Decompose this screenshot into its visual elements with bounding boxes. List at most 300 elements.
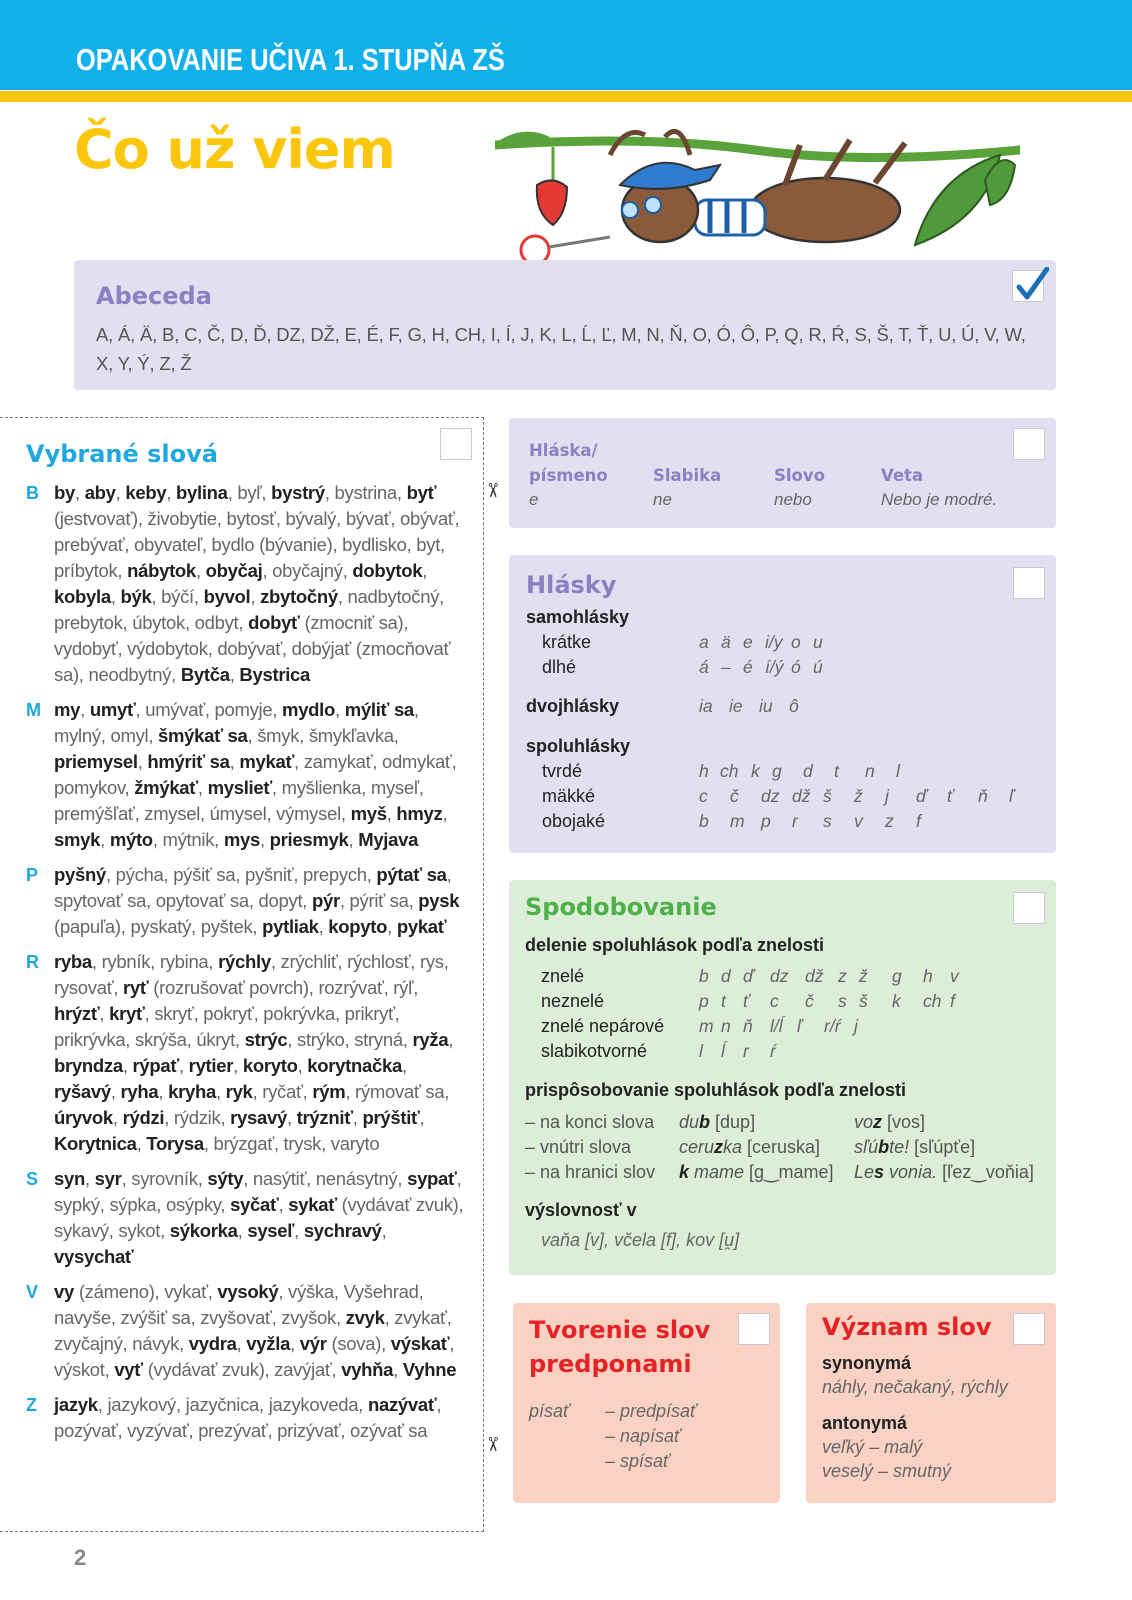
- letter-cell: é: [743, 657, 753, 677]
- vybrane-slovo: bylina: [176, 482, 228, 503]
- pribuzne-slova: ,: [166, 482, 177, 503]
- letter-cell: ž: [859, 966, 868, 986]
- page-title: Čo už viem: [74, 118, 395, 181]
- pribuzne-slova: (zámeno), vykať,: [73, 1281, 218, 1302]
- synonyma-examples: náhly, nečakaný, rýchly: [822, 1377, 1008, 1397]
- letter-cell: dz: [761, 786, 780, 806]
- letter-cell: ó: [791, 657, 801, 677]
- vybrane-slovo: ryk: [225, 1081, 253, 1102]
- example-slovo: nebo: [774, 490, 812, 509]
- tvrde-row: [699, 761, 927, 782]
- pribuzne-slova: ,: [229, 751, 240, 772]
- pribuzne-slova: ,: [348, 829, 359, 850]
- letter-cell: k: [751, 761, 760, 781]
- prisposobovanie-label: – na hranici slov: [525, 1162, 656, 1182]
- pribuzne-slova: , pozývať, vyzývať, prezývať, prizývať, ozývať sa: [54, 1394, 442, 1441]
- neznele-label: neznelé: [541, 991, 605, 1011]
- letter-cell: ch: [923, 991, 942, 1011]
- vybrane-slovo: vyžla: [246, 1333, 291, 1354]
- pribuzne-slova: (vydávať zvuk), sykavý, sykot,: [54, 1194, 464, 1241]
- vybrane-slovo: mys: [223, 829, 260, 850]
- vybrane-slovo: pýtať sa: [376, 864, 447, 885]
- vyslovnost-title: výslovnosť v: [525, 1200, 637, 1220]
- pribuzne-slova: ,: [318, 916, 329, 937]
- pribuzne-slova: , skryť, pokryť, pokrývka, prikryť, prikrývka, skrýša, úkryt,: [54, 1003, 400, 1050]
- vybrane-slovo: nazývať: [367, 1394, 437, 1415]
- vybrane-slovo: vydra: [188, 1333, 237, 1354]
- vybrane-slovo: kopyto: [328, 916, 388, 937]
- letter-cell: j: [885, 786, 889, 806]
- letter-cell: ĺ: [721, 1041, 725, 1061]
- pribuzne-slova: ,: [278, 1194, 289, 1215]
- entry-letter: Z: [26, 1395, 37, 1415]
- pribuzne-slova: ,: [335, 699, 345, 720]
- vybrane-slovo: výr: [299, 1333, 327, 1354]
- prisposobovanie-title: prispôsobovanie spoluhlások podľa znelosti: [525, 1080, 906, 1100]
- letter-cell: k: [892, 991, 901, 1011]
- vybrane-slova-entry: [26, 1279, 466, 1383]
- vybrane-slovo: býk: [120, 586, 152, 607]
- vybrane-slovo: Bytča: [180, 664, 230, 685]
- vybrane-slovo: umyť: [89, 699, 136, 720]
- spodobovanie-title: Spodobovanie: [525, 893, 717, 921]
- abeceda-checkbox[interactable]: [1012, 270, 1044, 302]
- vybrane-slovo: ryža: [412, 1029, 449, 1050]
- letter-cell: ô: [789, 696, 799, 716]
- pribuzne-slova: ,: [250, 586, 261, 607]
- pribuzne-slova: ,: [136, 1133, 147, 1154]
- pribuzne-slova: ,: [110, 1081, 121, 1102]
- letter-cell: ď: [743, 966, 754, 986]
- ant-cap: [620, 163, 720, 189]
- scissors-icon: ✂: [480, 482, 503, 499]
- pribuzne-slova: ,: [381, 1220, 387, 1241]
- vybrane-slovo: prýštiť: [362, 1107, 420, 1128]
- vybrane-slovo: vyhňa: [341, 1359, 394, 1380]
- derived-word: – spísať: [605, 1451, 670, 1471]
- alphabet-letters: A, Á, Ä, B, C, Č, D, Ď, DZ, DŽ, E, É, F, G, H, CH, I, Í, J, K, L, Ĺ, Ľ, M, N, Ň, O, Ó, Ô, P, Q, R, Ŕ, S, Š, T, Ť, U, Ú, V, W, X, Y, Ý, Z, Ž: [96, 324, 1026, 374]
- entry-letter: B: [26, 483, 39, 503]
- entry-letter: V: [26, 1282, 38, 1302]
- prisposobovanie-example: dub [dup]: [679, 1112, 756, 1132]
- letter-cell: ľ: [1009, 786, 1014, 806]
- pribuzne-slova: , syrovník,: [121, 1168, 208, 1189]
- spodobovanie-section: [509, 880, 1056, 1275]
- letter-cell: š: [859, 991, 868, 1011]
- section-title: OPAKOVANIE UČIVA 1. STUPŇA ZŠ: [76, 42, 505, 77]
- entry-letter: M: [26, 700, 41, 720]
- letter-cell: u: [813, 632, 823, 652]
- letter-cell: n: [721, 1016, 731, 1036]
- vybrane-slovo: sykať: [288, 1194, 337, 1215]
- vybrane-slovo: ryť: [123, 977, 149, 998]
- ant-abdomen: [750, 178, 900, 242]
- entry-letter: R: [26, 952, 39, 972]
- vybrane-slovo: pyšný: [54, 864, 106, 885]
- vybrane-slovo: kryha: [168, 1081, 216, 1102]
- vybrane-slovo: zbytočný: [260, 586, 338, 607]
- letter-cell: t: [721, 991, 726, 1011]
- abeceda-title: Abeceda: [96, 282, 212, 310]
- vybrane-slovo: obyčaj: [205, 560, 263, 581]
- example-slabika: ne: [653, 490, 672, 509]
- pribuzne-slova: ,: [195, 560, 206, 581]
- spodobovanie-checkbox[interactable]: [1013, 892, 1045, 924]
- vybrane-slova-entry: [26, 1166, 466, 1270]
- dlhe-label: dlhé: [542, 657, 577, 677]
- pribuzne-slova: ,: [401, 1055, 407, 1076]
- pribuzne-slova: ,: [137, 751, 148, 772]
- vybrane-slovo: Torysa: [146, 1133, 204, 1154]
- vyznam-checkbox[interactable]: [1013, 1313, 1045, 1345]
- pribuzne-slova: , zamykať, odmykať, pomykov,: [54, 751, 457, 798]
- vybrane-slovo: myslieť: [207, 777, 272, 798]
- jazykove-jednotky-section: [509, 418, 1056, 528]
- slabikotvorne-label: slabikotvorné: [541, 1041, 648, 1061]
- letter-cell: e: [743, 632, 753, 652]
- ant-illustration: [495, 125, 1020, 265]
- znele-label: znelé: [541, 966, 585, 986]
- pribuzne-slova: ,: [297, 1055, 308, 1076]
- abeceda-section: [74, 260, 1056, 390]
- pribuzne-slova: (jestvovať), živobytie, bytosť, bývalý, bývať, obývať, prebývať, obyvateľ, bydlo (bývanie), bydlisko, byt, príbytok,: [54, 508, 460, 581]
- pribuzne-slova: ,: [115, 482, 126, 503]
- antonyma-example: veľký – malý: [822, 1437, 923, 1457]
- vybrane-slova-entry: [26, 949, 466, 1157]
- letter-cell: í/ý: [765, 657, 784, 677]
- vybrane-slovo: ryha: [120, 1081, 159, 1102]
- letter-cell: r: [792, 811, 798, 831]
- hlasky-title: Hlásky: [526, 571, 617, 599]
- letter-cell: d: [803, 761, 813, 781]
- pribuzne-slova: , pýriť sa,: [339, 890, 419, 911]
- znele-row: [699, 966, 975, 987]
- pribuzne-slova: , spytovať sa, opytovať sa, dopyt,: [54, 864, 452, 911]
- vybrane-slovo: šmýkať sa: [158, 725, 248, 746]
- prisposobovanie-label: – vnútri slova: [525, 1137, 632, 1157]
- vybrane-slovo: mydlo: [282, 699, 336, 720]
- prisposobovanie-example: k mame [g‿mame]: [679, 1162, 834, 1182]
- letter-cell: p: [761, 811, 771, 831]
- pribuzne-slova: ,: [386, 803, 397, 824]
- tvrde-label: tvrdé: [542, 761, 583, 781]
- letter-cell: š: [823, 786, 832, 806]
- letter-cell: ť: [743, 991, 750, 1011]
- pribuzne-slova: ,: [84, 1168, 95, 1189]
- pribuzne-slova: , brýzgať, trysk, varyto: [203, 1133, 380, 1154]
- letter-cell: d: [721, 966, 731, 986]
- letter-cell: r: [743, 1041, 749, 1061]
- vybrane-slovo: vy: [54, 1281, 74, 1302]
- letter-cell: l: [699, 1041, 703, 1061]
- letter-cell: i/y: [765, 632, 783, 652]
- vybrane-slova-entry: [26, 862, 466, 940]
- vybrane-slova-checkbox[interactable]: [440, 428, 472, 460]
- pribuzne-slova: ,: [294, 1220, 304, 1241]
- letter-cell: ä: [721, 632, 731, 652]
- vybrane-slovo: mykať: [239, 751, 295, 772]
- pribuzne-slova: (zmocniť sa), vydobyť, výdobytok, dobývať, dobýjať (zmocňovať sa), neodbytný,: [54, 612, 451, 685]
- letter-cell: h: [699, 761, 709, 781]
- makke-row: [699, 786, 1040, 807]
- vybrane-slovo: rýdzi: [122, 1107, 165, 1128]
- vybrane-slovo: pýr: [311, 890, 340, 911]
- pribuzne-slova: , jazykový, jazyčnica, jazykoveda,: [97, 1394, 368, 1415]
- vybrane-slova-entry: [26, 1392, 466, 1444]
- header-accent-stripe: [0, 91, 1132, 102]
- derived-word: – predpísať: [605, 1401, 697, 1421]
- vybrane-slovo: syn: [54, 1168, 85, 1189]
- letter-cell: p: [699, 991, 709, 1011]
- vybrane-slovo: nábytok: [127, 560, 196, 581]
- letter-cell: c: [699, 786, 708, 806]
- pribuzne-slova: , pýcha, pýšiť sa, pyšniť, prepych,: [105, 864, 377, 885]
- vybrane-slovo: vysychať: [54, 1246, 134, 1267]
- letter-cell: m: [730, 811, 745, 831]
- letter-cell: s: [838, 991, 847, 1011]
- column-header-slovo: Slovo: [774, 466, 825, 485]
- pribuzne-slova: , obyčajný,: [262, 560, 353, 581]
- pribuzne-slova: (vydávať zvuk), zavýjať,: [142, 1359, 342, 1380]
- pribuzne-slova: ,: [259, 829, 270, 850]
- pribuzne-slova: , rybník, rybina,: [91, 951, 219, 972]
- pribuzne-slova: ,: [387, 916, 397, 937]
- antonyma-example: veselý – smutný: [822, 1461, 952, 1481]
- pribuzne-slova: ,: [290, 1333, 300, 1354]
- letter-cell: iu: [759, 696, 773, 716]
- letter-cell: z: [838, 966, 847, 986]
- synonyma-label: synonymá: [822, 1353, 912, 1373]
- letter-cell: ŕ: [770, 1041, 776, 1061]
- vybrane-slovo: pysk: [418, 890, 460, 911]
- neparove-label: znelé nepárové: [541, 1016, 665, 1036]
- branch: [495, 141, 1020, 158]
- vybrane-slovo: aby: [84, 482, 116, 503]
- vybrane-slovo: hmyz: [396, 803, 443, 824]
- letter-cell: ň: [743, 1016, 753, 1036]
- vybrane-slovo: sypať: [407, 1168, 457, 1189]
- prisposobovanie-example: voz [vos]: [854, 1112, 926, 1132]
- entry-letter: P: [26, 865, 38, 885]
- hlasky-checkbox[interactable]: [1013, 567, 1045, 599]
- neznele-row: [699, 991, 975, 1012]
- vybrane-slovo: sychravý: [303, 1220, 382, 1241]
- vybrane-slovo: my: [54, 699, 81, 720]
- vybrane-slovo: kobyla: [54, 586, 111, 607]
- vybrane-slovo: úryvok: [54, 1107, 113, 1128]
- letter-cell: dz: [770, 966, 789, 986]
- pribuzne-slova: ,: [286, 1107, 297, 1128]
- letter-cell: z: [885, 811, 894, 831]
- vybrane-slovo: byť: [406, 482, 437, 503]
- letter-cell: v: [854, 811, 863, 831]
- letter-cell: ch: [720, 761, 739, 781]
- column-header-slabika: Slabika: [653, 466, 722, 485]
- pribuzne-slova: ,: [229, 664, 240, 685]
- letter-cell: m: [699, 1016, 714, 1036]
- dlhe-row: [699, 657, 835, 678]
- vybrane-slovo: syseľ: [247, 1220, 295, 1241]
- pribuzne-slova: ,: [99, 1003, 110, 1024]
- prisposobovanie-example: ceruzka [ceruska]: [679, 1137, 821, 1157]
- vybrane-slovo: korytnačka: [307, 1055, 402, 1076]
- letter-cell: –: [721, 657, 731, 677]
- base-word: písať: [529, 1401, 570, 1421]
- derived-word: – napísať: [605, 1426, 681, 1446]
- letter-cell: j: [854, 1016, 858, 1036]
- tvorenie-checkbox[interactable]: [738, 1313, 770, 1345]
- pribuzne-slova: ,: [178, 1055, 189, 1076]
- vybrane-slovo: dobytok: [352, 560, 423, 581]
- vybrane-slovo: koryto: [242, 1055, 298, 1076]
- vybrane-slova-title: Vybrané slová: [26, 440, 218, 468]
- pribuzne-slova: ,: [393, 1359, 403, 1380]
- antonyma-label: antonymá: [822, 1413, 908, 1433]
- vybrane-slovo: keby: [125, 482, 167, 503]
- pribuzne-slova: , bystrina,: [324, 482, 407, 503]
- pribuzne-slova: , nasýtiť, nenásytný,: [243, 1168, 408, 1189]
- pribuzne-slova: (sova),: [326, 1333, 391, 1354]
- vybrane-slovo: vysoký: [217, 1281, 279, 1302]
- vybrane-slovo: rýchly: [218, 951, 271, 972]
- vybrane-slovo: mýliť sa: [344, 699, 414, 720]
- leaf-right: [915, 155, 1000, 245]
- letter-cell: g: [772, 761, 782, 781]
- vybrane-slovo: smyk: [54, 829, 101, 850]
- pribuzne-slova: , zvykať, zvyčajný, návyk,: [54, 1307, 452, 1354]
- delenie-title: delenie spoluhlások podľa znelosti: [525, 935, 824, 955]
- tvorenie-title: Tvorenie slov predponami: [529, 1316, 711, 1378]
- vybrane-slovo: zvyk: [345, 1307, 385, 1328]
- letter-cell: ď: [916, 786, 927, 806]
- vybrane-slovo: priesmyk: [269, 829, 349, 850]
- example-veta: Nebo je modré.: [881, 490, 998, 509]
- vybrane-slovo: sýkorka: [169, 1220, 238, 1241]
- vybrane-slovo: žmýkať: [134, 777, 198, 798]
- dvojhlasky-row: [699, 696, 819, 717]
- pribuzne-slova: , mýtnik,: [152, 829, 224, 850]
- letter-cell: ť: [947, 786, 954, 806]
- vybrane-slovo: Korytnica: [54, 1133, 137, 1154]
- vybrane-slovo: jazyk: [54, 1394, 98, 1415]
- vybrane-slovo: ryšavý: [54, 1081, 111, 1102]
- vybrane-slovo: Vyhne: [402, 1359, 457, 1380]
- dvojhlasky-label: dvojhlásky: [526, 696, 620, 716]
- vybrane-slovo: Bystrica: [239, 664, 311, 685]
- pribuzne-slova: ,: [110, 586, 121, 607]
- pribuzne-slova: , výška, Vyšehrad, navyše, zvýšiť sa, zvyšovať, zvyšok,: [54, 1281, 424, 1328]
- letter-cell: ia: [699, 696, 713, 716]
- tvorenie-slov-section: [513, 1303, 780, 1503]
- pribuzne-slova: , výskot,: [54, 1333, 455, 1380]
- column-header-hlaska: Hláska/ písmeno: [529, 441, 608, 485]
- vybrane-slovo: hrýzť: [54, 1003, 100, 1024]
- vybrane-slovo: ryba: [54, 951, 92, 972]
- jednotky-checkbox[interactable]: [1013, 428, 1045, 460]
- pribuzne-slova: , rýdzik,: [164, 1107, 231, 1128]
- vybrane-slovo: vyť: [114, 1359, 143, 1380]
- vybrane-slova-entry: [26, 480, 466, 688]
- kratke-row: [699, 632, 835, 653]
- pribuzne-slova: (papuľa), pyskatý, pyštek,: [54, 916, 263, 937]
- letter-cell: a: [699, 632, 709, 652]
- vybrane-slovo: pykať: [396, 916, 447, 937]
- column-header-veta: Veta: [881, 466, 924, 485]
- vyznam-title: Význam slov: [822, 1313, 992, 1341]
- pribuzne-slova: , nadbytočný, prebytok, úbytok, odbyt,: [54, 586, 445, 633]
- letter-cell: v: [950, 966, 959, 986]
- letter-cell: l/ĺ: [770, 1016, 783, 1036]
- obojake-row: [699, 811, 947, 832]
- pribuzne-slova: ,: [442, 803, 448, 824]
- pribuzne-slova: , sypký, sýpka, osýpky,: [54, 1168, 462, 1215]
- vybrane-slovo: rysavý: [230, 1107, 287, 1128]
- pribuzne-slova: ,: [100, 829, 110, 850]
- vybrane-slovo: pytliak: [262, 916, 319, 937]
- pribuzne-slova: , mylný, omyl,: [54, 699, 419, 746]
- section-header-bar: [0, 0, 1132, 90]
- vybrane-slova-list: [26, 480, 466, 1453]
- letter-cell: f: [950, 991, 955, 1011]
- pribuzne-slova: ,: [233, 1055, 243, 1076]
- letter-cell: dž: [792, 786, 811, 806]
- vybrane-slovo: kryť: [109, 1003, 145, 1024]
- pribuzne-slova: ,: [197, 777, 208, 798]
- vybrane-slovo: Myjava: [358, 829, 419, 850]
- letter-cell: s: [823, 811, 832, 831]
- letter-cell: á: [699, 657, 709, 677]
- vybrane-slovo: výskať: [390, 1333, 450, 1354]
- pribuzne-slova: , strýko, stryná,: [287, 1029, 413, 1050]
- pribuzne-slova: , myšlienka, myseľ, premýšľať, zmysel, úmysel, výmysel,: [54, 777, 424, 824]
- vyznam-slov-section: [806, 1303, 1056, 1503]
- vybrane-slovo: myš: [350, 803, 387, 824]
- pribuzne-slova: , šmyk, šmykľavka,: [247, 725, 399, 746]
- vybrane-slova-entry: [26, 697, 466, 853]
- pribuzne-slova: , byľ,: [227, 482, 272, 503]
- pribuzne-slova: ,: [448, 1029, 454, 1050]
- pribuzne-slova: ,: [236, 1333, 247, 1354]
- vybrane-slovo: by: [54, 482, 75, 503]
- page-number: 2: [74, 1545, 87, 1570]
- pribuzne-slova: ,: [158, 1081, 169, 1102]
- letter-cell: ľ: [797, 1016, 802, 1036]
- pribuzne-slova: , zrýchliť, rýchlosť, rys, rysovať,: [54, 951, 449, 998]
- spoluhlasky-label: spoluhlásky: [526, 736, 631, 756]
- letter-cell: ň: [978, 786, 988, 806]
- vybrane-slovo: byvol: [203, 586, 251, 607]
- scissors-icon: ✂: [480, 1436, 503, 1453]
- pribuzne-slova: , ryčať,: [252, 1081, 313, 1102]
- vybrane-slovo: trýzniť: [296, 1107, 353, 1128]
- vybrane-slovo: priemysel: [54, 751, 138, 772]
- pribuzne-slova: ,: [80, 699, 90, 720]
- letter-cell: č: [730, 786, 739, 806]
- pribuzne-slova: ,: [122, 1055, 133, 1076]
- letter-cell: ž: [854, 786, 863, 806]
- pribuzne-slova: ,: [237, 1220, 248, 1241]
- vybrane-slovo: dobyť: [248, 612, 300, 633]
- makke-label: mäkké: [542, 786, 596, 806]
- ant-shirt: [695, 200, 765, 235]
- letter-cell: h: [923, 966, 933, 986]
- kratke-label: krátke: [542, 632, 592, 652]
- vybrane-slovo: mýto: [109, 829, 153, 850]
- vybrane-slovo: sýty: [207, 1168, 244, 1189]
- checkmark-icon: [1015, 267, 1049, 303]
- letter-cell: f: [916, 811, 921, 831]
- vybrane-slovo: bystrý: [271, 482, 325, 503]
